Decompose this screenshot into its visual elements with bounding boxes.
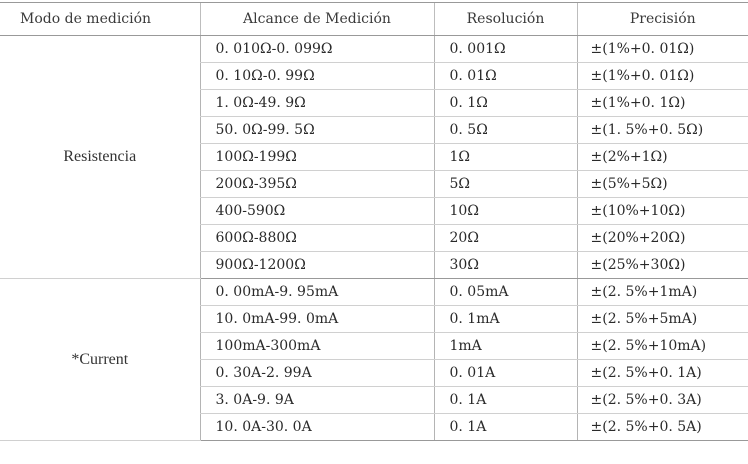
resolution-cell: 5Ω (434, 171, 577, 198)
table-row (0, 36, 748, 63)
range-cell: 3. 0A-9. 9A (200, 387, 434, 414)
accuracy-cell: ±(2. 5%+5mA) (577, 306, 748, 333)
accuracy-cell: ±(1%+0. 01Ω) (577, 63, 748, 90)
resolution-cell: 1mA (434, 333, 577, 360)
accuracy-cell: ±(2. 5%+0. 3A) (577, 387, 748, 414)
range-cell: 600Ω-880Ω (200, 225, 434, 252)
range-cell: 100Ω-199Ω (200, 144, 434, 171)
accuracy-cell: ±(1. 5%+0. 5Ω) (577, 117, 748, 144)
accuracy-cell: ±(2. 5%+1mA) (577, 279, 748, 306)
accuracy-cell: ±(1%+0. 01Ω) (577, 36, 748, 63)
resolution-cell: 30Ω (434, 252, 577, 279)
range-cell: 0. 10Ω-0. 99Ω (200, 63, 434, 90)
range-cell: 50. 0Ω-99. 5Ω (200, 117, 434, 144)
resolution-cell: 0. 1A (434, 414, 577, 441)
resolution-cell: 1Ω (434, 144, 577, 171)
range-cell: 200Ω-395Ω (200, 171, 434, 198)
accuracy-cell: ±(10%+10Ω) (577, 198, 748, 225)
resolution-cell: 0. 001Ω (434, 36, 577, 63)
range-cell: 1. 0Ω-49. 9Ω (200, 90, 434, 117)
resistance-group (0, 36, 748, 279)
resolution-cell: 0. 01Ω (434, 63, 577, 90)
range-cell: 0. 30A-2. 99A (200, 360, 434, 387)
current-group (0, 279, 748, 441)
header-accuracy: Precisión (577, 3, 748, 36)
resolution-cell: 0. 5Ω (434, 117, 577, 144)
header-row (0, 3, 748, 36)
resolution-cell: 0. 05mA (434, 279, 577, 306)
resolution-cell: 0. 01A (434, 360, 577, 387)
range-cell: 0. 00mA-9. 95mA (200, 279, 434, 306)
accuracy-cell: ±(2. 5%+0. 1A) (577, 360, 748, 387)
range-cell: 10. 0mA-99. 0mA (200, 306, 434, 333)
mode-resistance: Resistencia (0, 36, 200, 279)
range-cell: 100mA-300mA (200, 333, 434, 360)
range-cell: 900Ω-1200Ω (200, 252, 434, 279)
accuracy-cell: ±(5%+5Ω) (577, 171, 748, 198)
header-resolution: Resolución (434, 3, 577, 36)
range-cell: 400-590Ω (200, 198, 434, 225)
accuracy-cell: ±(2. 5%+10mA) (577, 333, 748, 360)
measurement-spec-table (0, 2, 748, 441)
range-cell: 0. 010Ω-0. 099Ω (200, 36, 434, 63)
header-mode: Modo de medición (0, 3, 200, 36)
resolution-cell: 0. 1A (434, 387, 577, 414)
mode-current: *Current (0, 279, 200, 441)
accuracy-cell: ±(20%+20Ω) (577, 225, 748, 252)
resolution-cell: 20Ω (434, 225, 577, 252)
accuracy-cell: ±(25%+30Ω) (577, 252, 748, 279)
table-row (0, 279, 748, 306)
accuracy-cell: ±(2%+1Ω) (577, 144, 748, 171)
resolution-cell: 0. 1mA (434, 306, 577, 333)
accuracy-cell: ±(1%+0. 1Ω) (577, 90, 748, 117)
range-cell: 10. 0A-30. 0A (200, 414, 434, 441)
resolution-cell: 10Ω (434, 198, 577, 225)
resolution-cell: 0. 1Ω (434, 90, 577, 117)
accuracy-cell: ±(2. 5%+0. 5A) (577, 414, 748, 441)
table-header (0, 3, 748, 36)
header-range: Alcance de Medición (200, 3, 434, 36)
